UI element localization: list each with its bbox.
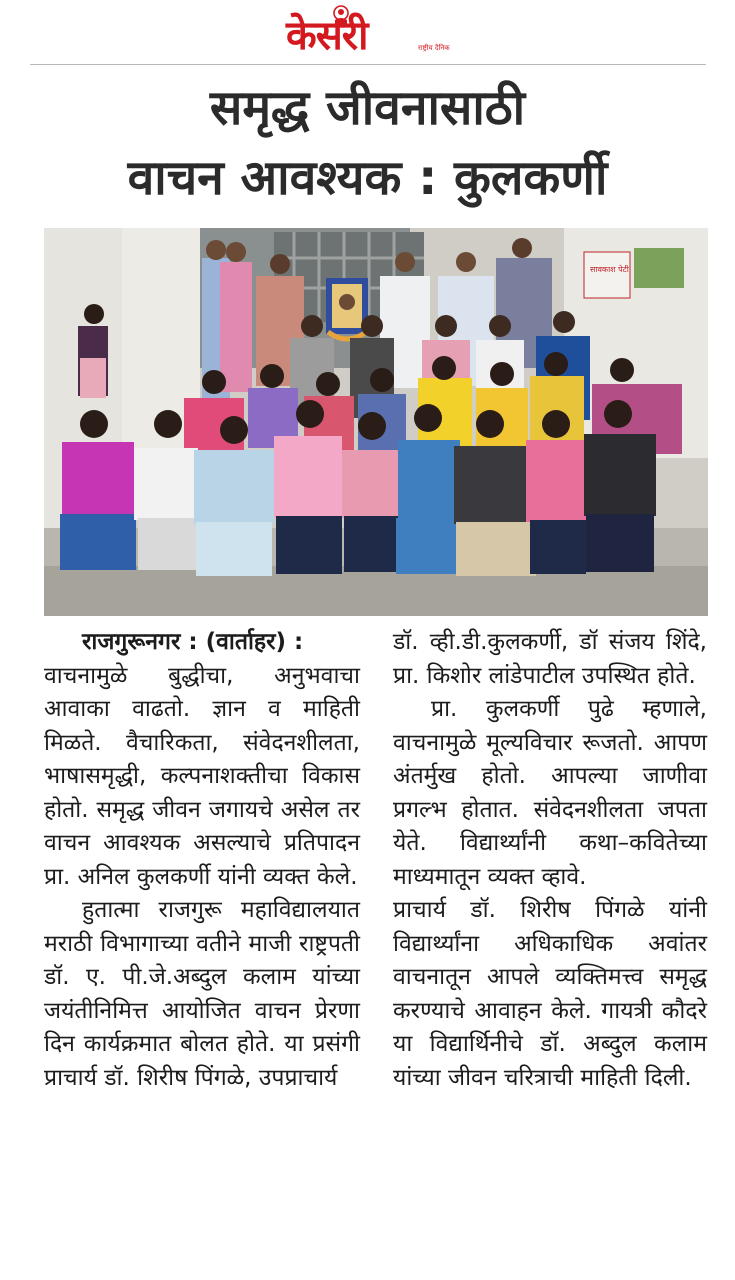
- brand-name: केसरी: [286, 13, 368, 59]
- group-photo: [44, 228, 708, 616]
- wall-board-label: सावकाश पेटी: [590, 265, 629, 274]
- paragraph-text: वाचनामुळे बुद्धीचा, अनुभवाचा आवाका वाढतो. ज्ञान व माहिती मिळते. वैचारिकता, संवेदनशीलता, भाषासमृद्धी, कल्पनाशक्तीचा विकास होतो. समृद्ध जीवन जगायचे असेल तर वाचन आवश्यक असल्याचे प्रतिपादन प्रा. अनिल कुलकर्णी यांनी व्यक्त केले.: [44, 662, 360, 890]
- article-column-1: [44, 626, 360, 1095]
- article-paragraph: [44, 626, 360, 894]
- newspaper-logo: [286, 4, 476, 60]
- dateline: राजगुरूनगर : (वार्ताहर) :: [82, 629, 304, 655]
- headline-line-2: वाचन आवश्यक : कुलकर्णी: [127, 150, 608, 206]
- headline-line-1: समृद्ध जीवनासाठी: [209, 80, 526, 136]
- article-paragraph: हुतात्मा राजगुरू महाविद्यालयात मराठी विभागाच्या वतीने माजी राष्ट्रपती डॉ. ए. पी.जे.अब्दुल कलाम यांच्या जयंतीनिमित्त आयोजित वाचन प्रेरणा दिन कार्यक्रमात बोलत होते. या प्रसंगी प्राचार्य डॉ. शिरीष पिंगळे, उपप्राचार्य: [44, 897, 360, 1091]
- brand-tagline: राष्ट्रीय दैनिक: [418, 44, 450, 52]
- article-paragraph: डॉ. व्ही.डी.कुलकर्णी, डॉ संजय शिंदे, प्रा. किशोर लांडेपाटील उपस्थित होते.: [393, 629, 707, 689]
- masthead: [0, 0, 735, 66]
- masthead-divider: [30, 64, 706, 65]
- article-paragraph: प्रा. कुलकर्णी पुढे म्हणाले, वाचनामुळे मूल्यविचार रूजतो. आपण अंतर्मुख होतो. आपल्या जाणीवा प्रगल्भ होतात. संवेदनशीलता जपता येते. विद्यार्थ्यांनी कथा–कवितेच्या माध्यमातून व्यक्त व्हावे.: [393, 696, 707, 890]
- article-column-2: [393, 626, 707, 1095]
- article-paragraph: प्राचार्य डॉ. शिरीष पिंगळे यांनी विद्यार्थ्यांना अधिकाधिक अवांतर वाचनातून आपले व्यक्तिमत्त्व समृद्ध करण्याचे आवाहन केले. गायत्री कौदरे या विद्यार्थिनीचे डॉ. अब्दुल कलाम यांच्या जीवन चरित्राची माहिती दिली.: [393, 897, 707, 1091]
